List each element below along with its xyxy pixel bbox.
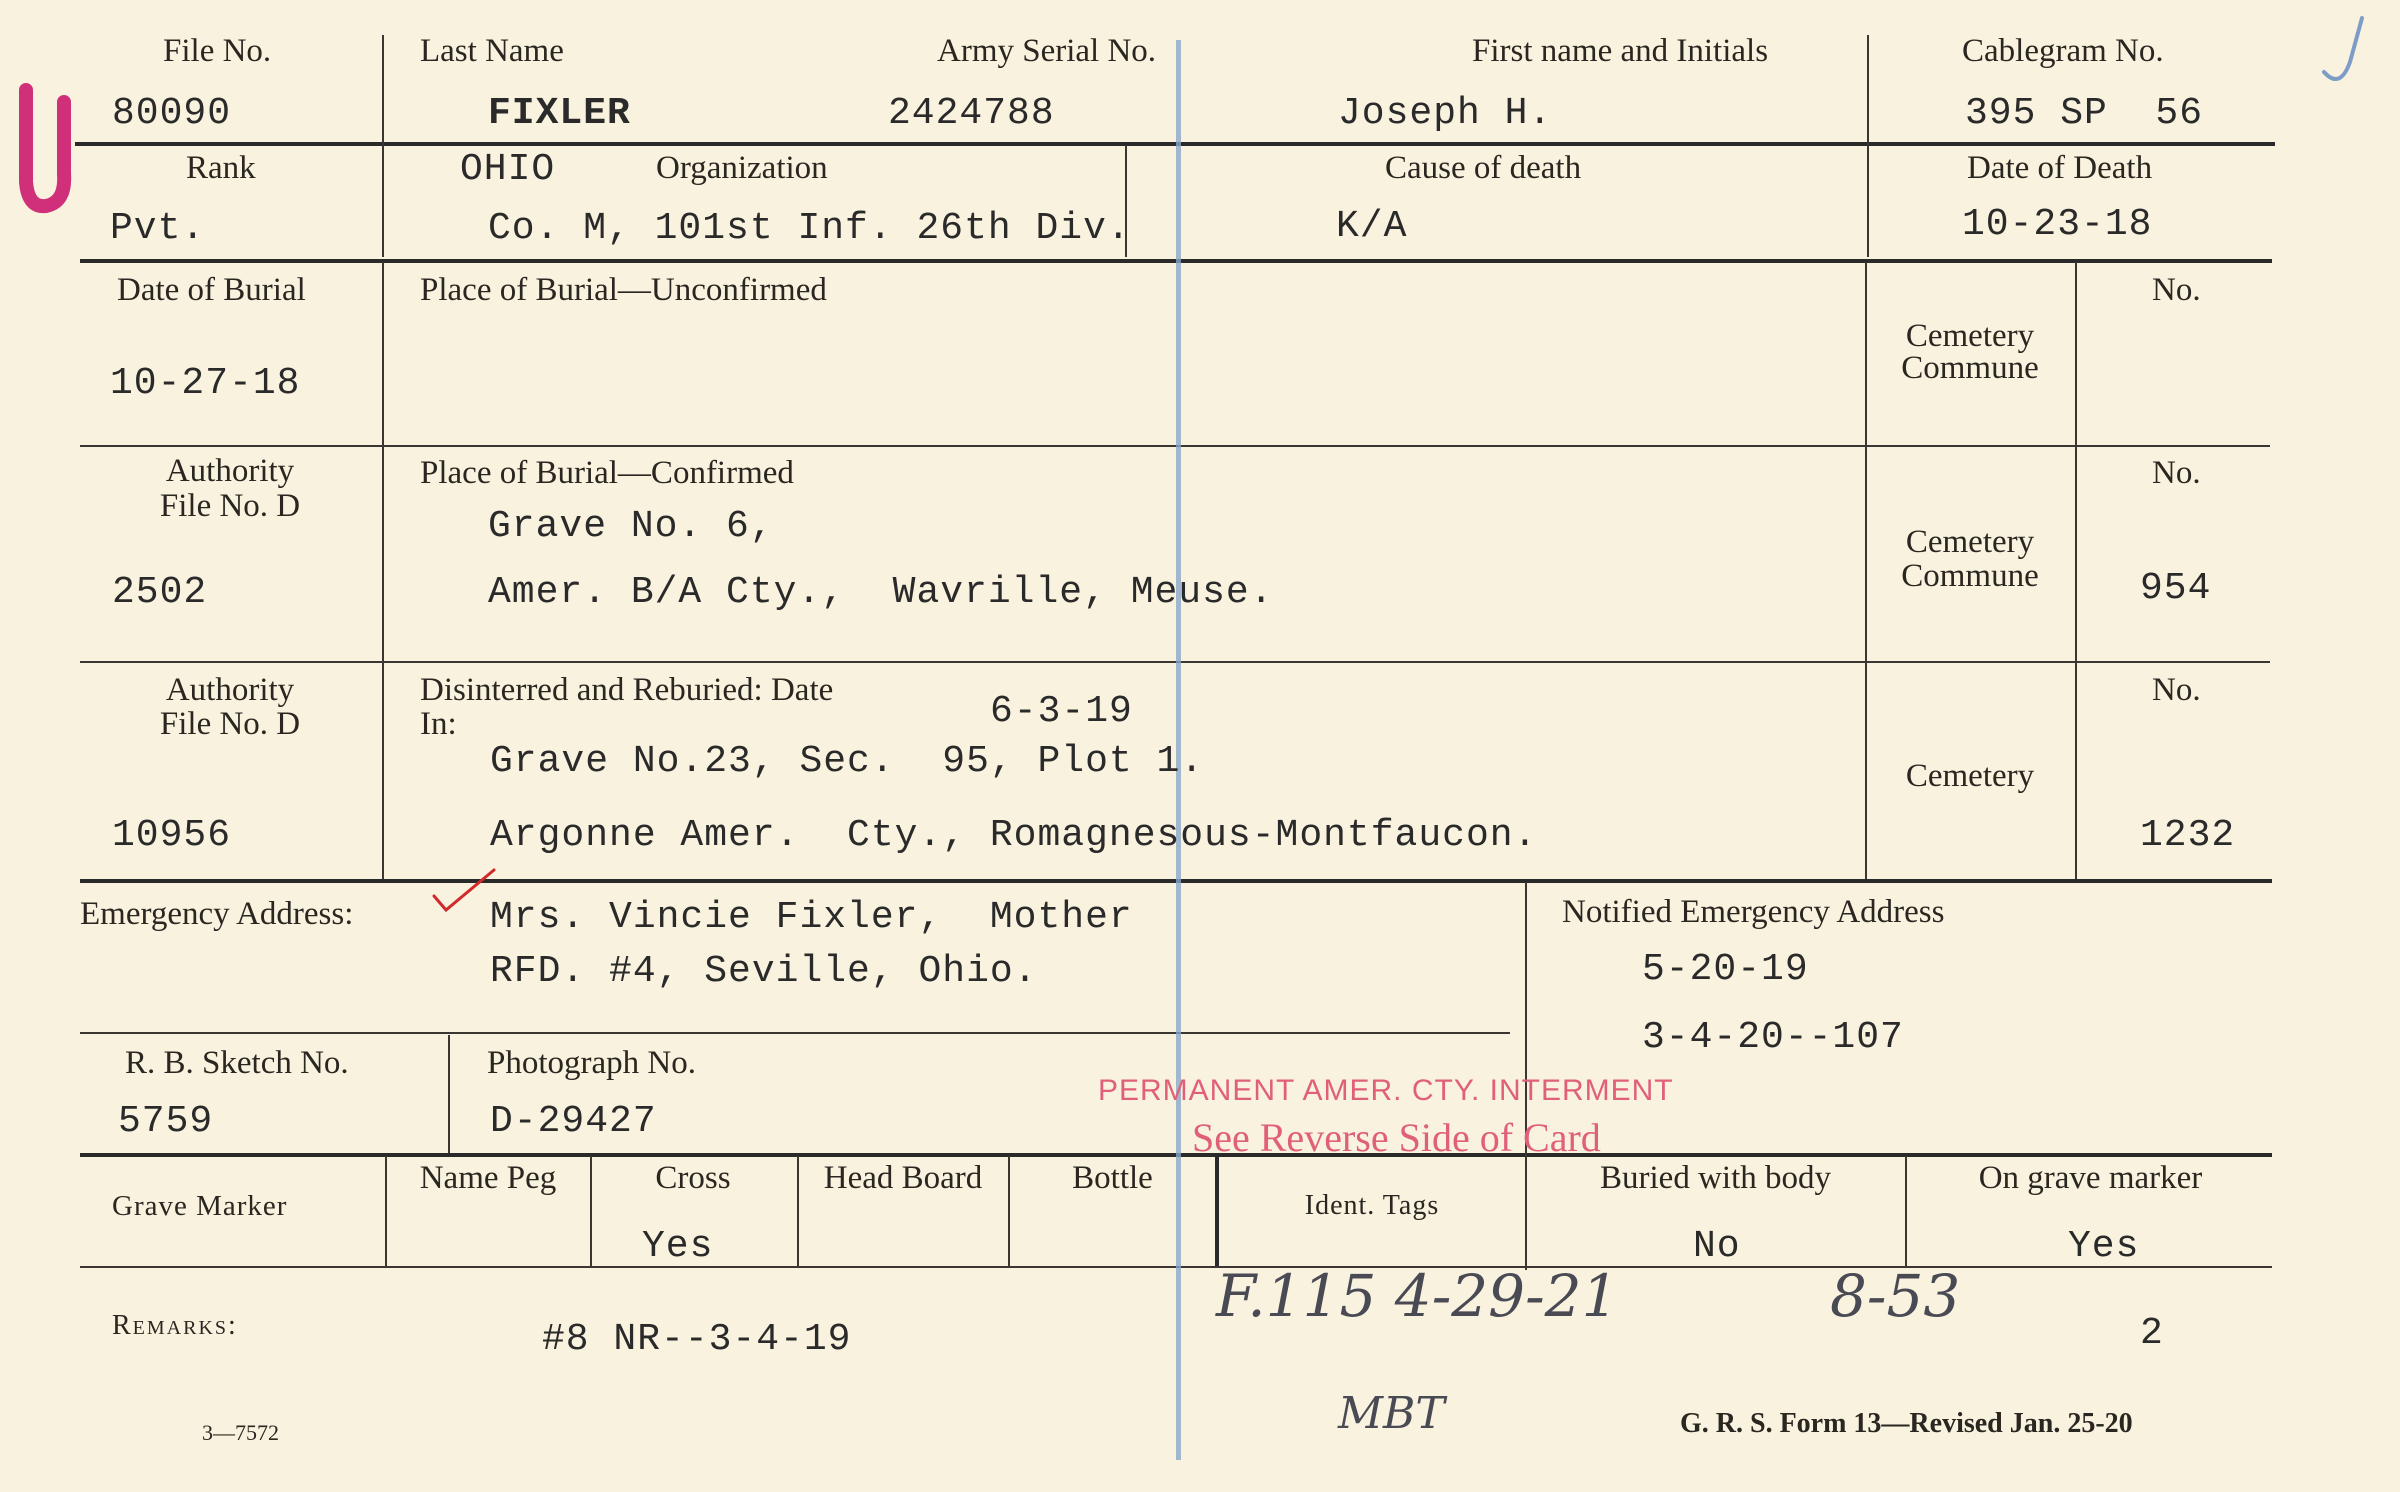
last-name-value: FIXLER — [488, 92, 631, 135]
cablegram-value: 395 SP 56 — [1965, 92, 2204, 135]
cablegram-label: Cablegram No. — [1962, 33, 2164, 69]
place-confirmed-label: Place of Burial—Confirmed — [420, 455, 794, 491]
divider — [590, 1156, 592, 1266]
divider — [797, 1156, 799, 1266]
remarks-count: 2 — [2140, 1312, 2164, 1355]
organization-label: Organization — [656, 150, 828, 186]
last-name-label: Last Name — [420, 33, 564, 69]
photo-label: Photograph No. — [487, 1045, 696, 1081]
emergency-line-2: RFD. #4, Seville, Ohio. — [490, 950, 1038, 993]
file-no-label: File No. — [163, 33, 272, 69]
date-death-value: 10-23-18 — [1962, 203, 2153, 246]
cemetery-label: Cemetery — [1905, 524, 2035, 560]
divider — [382, 262, 384, 879]
emergency-label: Emergency Address: — [80, 896, 354, 932]
divider — [2075, 262, 2077, 879]
place-unconfirmed-label: Place of Burial—Unconfirmed — [420, 272, 827, 308]
reburied-line-2: Argonne Amer. Cty., Romagnesous-Montfaucon. — [490, 814, 1538, 857]
photo-value: D-29427 — [490, 1100, 657, 1143]
remarks-label: Remarks: — [112, 1310, 238, 1341]
date-burial-value: 10-27-18 — [110, 362, 301, 405]
authority-label: Authority — [165, 672, 295, 708]
cause-label: Cause of death — [1385, 150, 1582, 186]
form-number: G. R. S. Form 13—Revised Jan. 25-20 — [1680, 1408, 2133, 1439]
divider — [448, 1035, 450, 1153]
reburied-date: 6-3-19 — [990, 690, 1133, 733]
rank-label: Rank — [186, 150, 256, 186]
rule — [75, 142, 2275, 146]
commune-label: Commune — [1901, 558, 2039, 594]
serial-label: Army Serial No. — [937, 33, 1157, 69]
cross-label: Cross — [655, 1160, 731, 1196]
first-name-label: First name and Initials — [1472, 33, 1769, 69]
reburied-no-value: 1232 — [2140, 814, 2236, 857]
divider — [1215, 1156, 1219, 1266]
remarks-value: #8 NR--3-4-19 — [542, 1318, 852, 1361]
cross-value: Yes — [642, 1225, 714, 1268]
head-board-label: Head Board — [823, 1160, 983, 1196]
reburied-authority-value: 10956 — [112, 814, 232, 857]
cemetery-label: Cemetery — [1905, 318, 2035, 354]
authority-file-label: File No. D — [159, 488, 301, 524]
sketch-value: 5759 — [118, 1100, 214, 1143]
rule — [80, 1032, 1510, 1034]
pink-check-mark — [14, 82, 72, 214]
state-value: OHIO — [460, 148, 556, 191]
permanent-interment-stamp: PERMANENT AMER. CTY. INTERMENT — [1098, 1074, 1674, 1107]
organization-value: Co. M, 101st Inf. 26th Div. — [488, 207, 1131, 250]
no-label: No. — [2152, 272, 2201, 308]
confirmed-no-value: 954 — [2140, 567, 2212, 610]
reburied-line-1: Grave No.23, Sec. 95, Plot 1. — [490, 740, 1205, 783]
authority-label: Authority — [165, 453, 295, 489]
form-code: 3—7572 — [202, 1420, 279, 1445]
divider — [385, 1156, 387, 1266]
cause-value: K/A — [1336, 205, 1408, 248]
confirmed-line-2: Amer. B/A Cty., Wavrille, Meuse. — [488, 571, 1274, 614]
rank-value: Pvt. — [110, 207, 206, 250]
handwritten-initials: MBT — [1338, 1388, 1445, 1439]
cemetery-label: Cemetery — [1905, 758, 2035, 794]
on-grave-marker-label: On grave marker — [1978, 1160, 2203, 1196]
authority-file-label: File No. D — [159, 706, 301, 742]
name-peg-label: Name Peg — [419, 1160, 557, 1196]
no-label: No. — [2152, 672, 2201, 708]
reburied-in-label: In: — [420, 706, 457, 742]
buried-with-body-value: No — [1693, 1225, 1741, 1268]
notified-label: Notified Emergency Address — [1562, 894, 1945, 930]
notified-date-2: 3-4-20--107 — [1642, 1016, 1904, 1059]
grave-marker-label: Grave Marker — [112, 1190, 288, 1222]
date-death-label: Date of Death — [1967, 150, 2153, 186]
notified-date-1: 5-20-19 — [1642, 948, 1809, 991]
reverse-side-stamp: See Reverse Side of Card — [1192, 1115, 1601, 1160]
commune-label: Commune — [1901, 350, 2039, 386]
on-grave-marker-value: Yes — [2068, 1225, 2140, 1268]
handwritten-note-2: 8-53 — [1830, 1262, 1961, 1330]
bottle-label: Bottle — [1072, 1160, 1153, 1196]
divider — [1905, 1156, 1907, 1266]
confirmed-line-1: Grave No. 6, — [488, 505, 774, 548]
first-name-value: Joseph H. — [1338, 92, 1553, 135]
file-no-value: 80090 — [112, 92, 232, 135]
divider — [1865, 262, 1867, 879]
ident-tags-label: Ident. Tags — [1304, 1190, 1440, 1221]
handwritten-note: F.115 4-29-21 — [1216, 1262, 1619, 1330]
no-label: No. — [2152, 455, 2201, 491]
authority-value: 2502 — [112, 571, 208, 614]
reburied-label: Disinterred and Reburied: Date — [420, 672, 834, 708]
rule — [80, 661, 2270, 663]
sketch-label: R. B. Sketch No. — [125, 1045, 349, 1081]
divider — [382, 35, 384, 257]
blue-check-mark — [2310, 12, 2370, 92]
emergency-line-1: Mrs. Vincie Fixler, Mother — [490, 896, 1133, 939]
rule — [80, 445, 2270, 447]
date-burial-label: Date of Burial — [117, 272, 306, 308]
divider — [1867, 35, 1869, 257]
serial-value: 2424788 — [888, 92, 1055, 135]
buried-with-body-label: Buried with body — [1600, 1160, 1831, 1196]
